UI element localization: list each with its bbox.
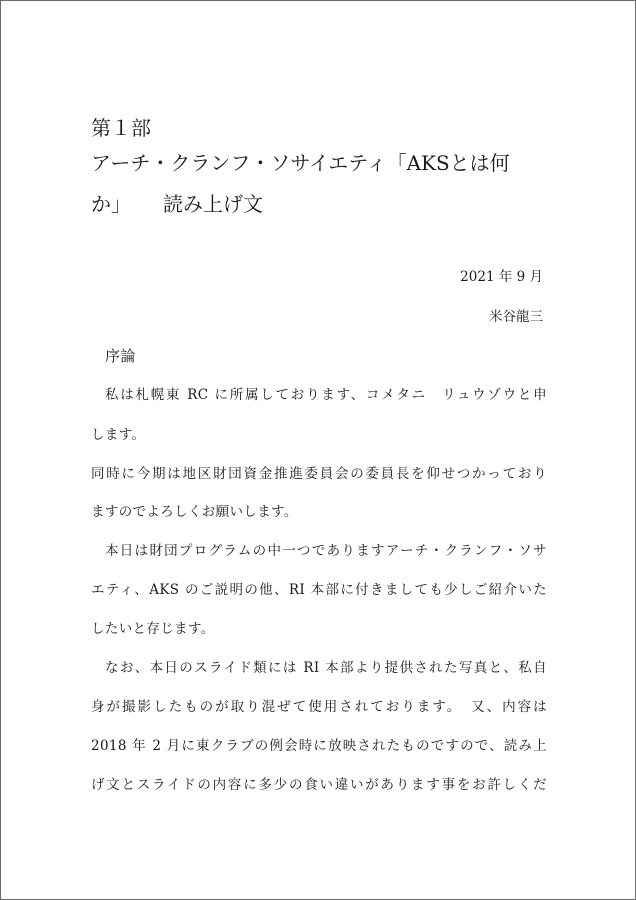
body-line: します。 [91,427,146,443]
title-main: アーチ・クランフ・ソサイエティ「AKSとは何 [91,151,510,175]
body-line: 同時に今期は地区財団資金推進委員会の委員長を仰せつかっており [91,466,547,482]
body-line: 本日は財団プログラムの中一つでありますアーチ・クランフ・ソサ [105,543,547,559]
body-line: げ文とスライドの内容に多少の食い違いがあります事をお許しくだ [91,777,547,793]
title-part-number: 第１部 [91,116,151,140]
body-line: 身が撮影したものが取り混ぜて使用されております。 又、内容は [91,699,547,715]
title-continuation [91,194,561,214]
body-line: エティ、AKS のご説明の他、RI 本部に付きましても少しご紹介いた [91,582,547,598]
body-line: 2018 年 2 月に東クラブの例会時に放映されたものですので、読み上 [91,738,547,754]
body-line: ますのでよろしくお願いします。 [91,504,298,520]
title-suffix: 読み上げ文 [163,192,263,216]
title-end: か」 [91,192,131,216]
body-line: したいと存じます。 [91,621,215,637]
document-author: 米谷龍三 [489,309,543,325]
document-date: 2021 年 9 月 [460,269,543,285]
body-line: 私は札幌東 RC に所属しております、コメタニ リュウゾウと申 [105,387,547,403]
body-line: なお、本日のスライド類には RI 本部より提供された写真と、私自 [105,660,547,676]
section-heading: 序論 [105,347,136,365]
